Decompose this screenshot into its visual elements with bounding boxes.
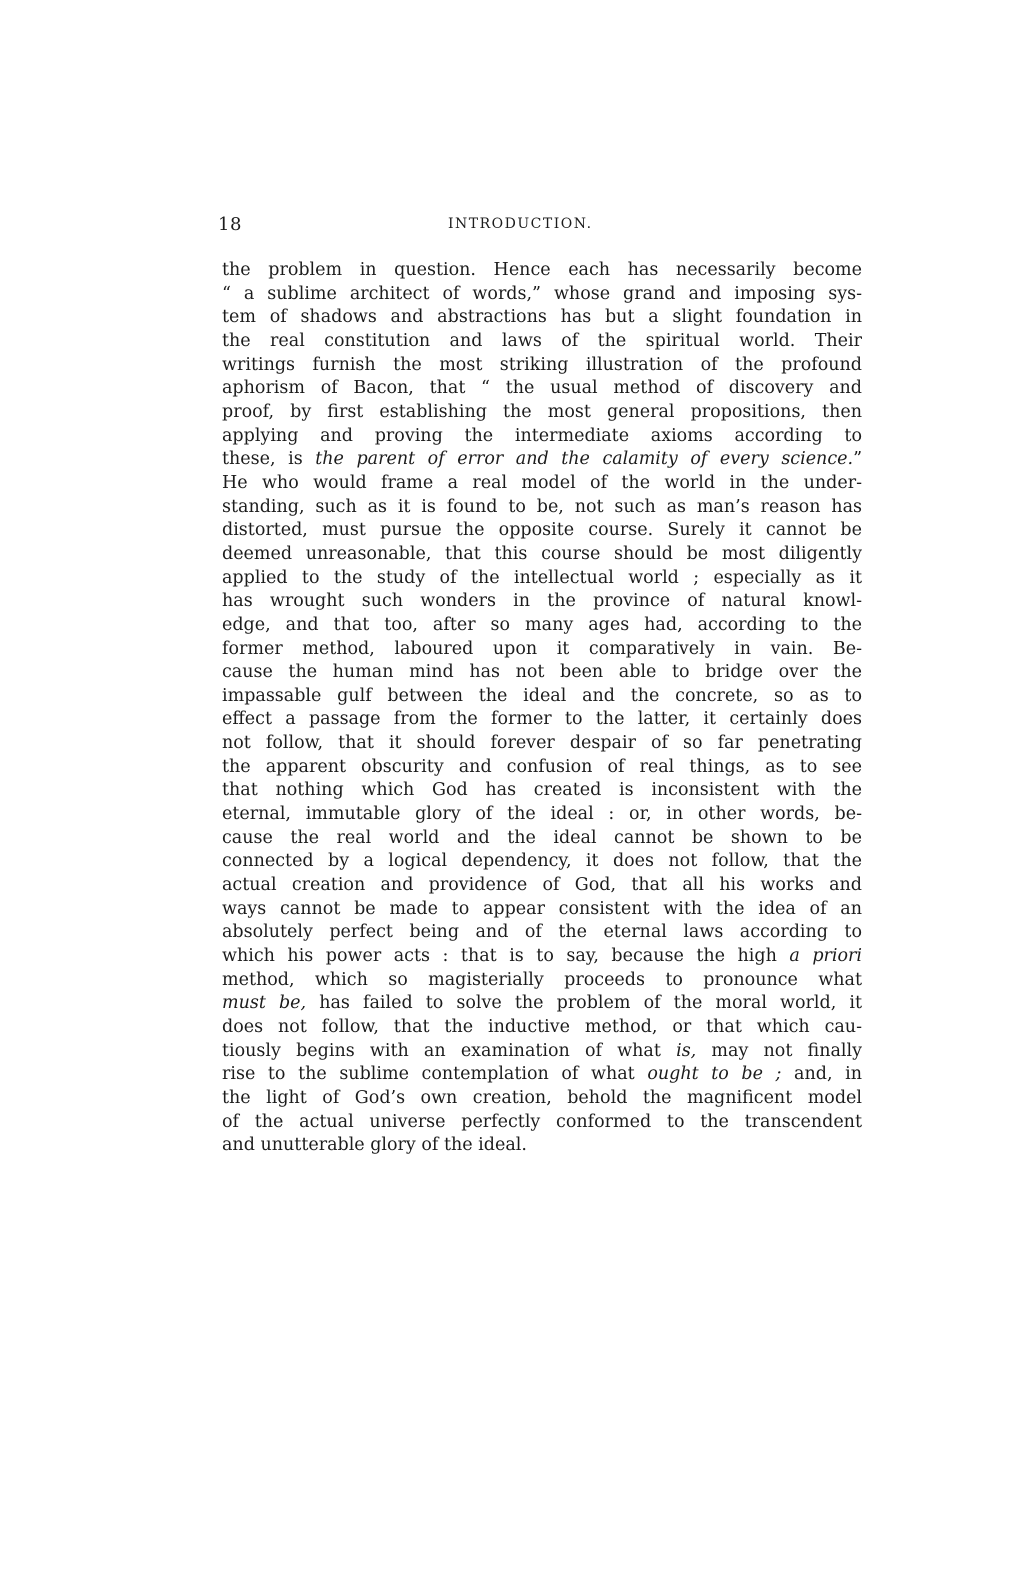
text-line: eternal, immutable glory of the ideal : or, in other words, be- xyxy=(222,804,862,825)
italic-phrase: is, xyxy=(676,1040,697,1061)
text-line: impassable gulf between the ideal and the concrete, so as to xyxy=(222,685,862,706)
text-line xyxy=(222,945,862,969)
text-line: ways cannot be made to appear consistent with the idea of an xyxy=(222,898,862,919)
text-line xyxy=(222,992,862,1016)
text-line: actual creation and providence of God, that all his works and xyxy=(222,875,862,896)
text-line xyxy=(222,1063,862,1087)
text-line: absolutely perfect being and of the eternal laws according to xyxy=(222,922,862,943)
text-line: distorted, must pursue the opposite course. Surely it cannot be xyxy=(222,520,862,541)
italic-phrase: ought to be ; xyxy=(647,1064,782,1085)
page-number: 18 xyxy=(218,214,242,235)
text-line: standing, such as it is found to be, not such as man’s reason has xyxy=(222,496,862,517)
text-line: writings furnish the most striking illustration of the profound xyxy=(222,354,862,375)
text-segment: these, is xyxy=(222,449,316,470)
text-segment: rise to the sublime contemplation of what xyxy=(222,1064,648,1085)
text-segment: ” xyxy=(853,449,863,470)
italic-phrase: a priori xyxy=(789,946,862,967)
text-line: deemed unreasonable, that this course should be most diligently xyxy=(222,543,862,564)
running-head: INTRODUCTION. xyxy=(448,216,593,232)
text-line: cause the human mind has not been able to bridge over the xyxy=(222,662,862,683)
text-line: aphorism of Bacon, that “ the usual method of discovery and xyxy=(222,378,862,399)
text-line xyxy=(222,448,862,472)
text-line: “ a sublime architect of words,” whose grand and imposing sys- xyxy=(222,283,862,304)
text-segment: which his power acts : that is to say, because the high xyxy=(222,946,790,967)
text-line: the apparent obscurity and confusion of real things, as to see xyxy=(222,756,862,777)
text-segment: and, in xyxy=(781,1064,862,1085)
body-paragraph xyxy=(222,259,862,1158)
text-line: He who would frame a real model of the world in the under- xyxy=(222,472,862,493)
text-line: effect a passage from the former to the latter, it certainly does xyxy=(222,709,862,730)
text-line: of the actual universe perfectly conformed to the transcendent xyxy=(222,1111,862,1132)
text-line: not follow, that it should forever despair of so far penetrating xyxy=(222,733,862,754)
text-line: and unutterable glory of the ideal. xyxy=(222,1135,527,1156)
text-line: proof, by first establishing the most general propositions, then xyxy=(222,401,862,422)
text-line: the real constitution and laws of the spiritual world. Their xyxy=(222,330,862,351)
text-line: former method, laboured upon it comparatively in vain. Be- xyxy=(222,638,862,659)
text-line: applying and proving the intermediate axioms according to xyxy=(222,425,862,446)
text-line: applied to the study of the intellectual world ; especially as it xyxy=(222,567,862,588)
text-line: edge, and that too, after so many ages had, according to the xyxy=(222,614,862,635)
text-line: cause the real world and the ideal cannot be shown to be xyxy=(222,827,862,848)
text-line: has wrought such wonders in the province of natural knowl- xyxy=(222,591,862,612)
text-line xyxy=(222,1040,862,1064)
text-line: the problem in question. Hence each has necessarily become xyxy=(222,260,862,280)
text-line: that nothing which God has created is inconsistent with the xyxy=(222,780,862,801)
text-segment: has failed to solve the problem of the moral world, it xyxy=(306,993,863,1014)
italic-phrase: the parent of error and the calamity of every science. xyxy=(315,449,854,470)
text-line: the light of God’s own creation, behold the magnificent model xyxy=(222,1087,862,1108)
text-line: connected by a logical dependency, it does not follow, that the xyxy=(222,851,862,872)
text-line: does not follow, that the inductive method, or that which cau- xyxy=(222,1017,862,1037)
text-segment: tiously begins with an examination of what xyxy=(222,1040,677,1061)
text-line: method, which so magisterially proceeds to pronounce what xyxy=(222,969,862,990)
text-segment: may not finally xyxy=(696,1040,862,1061)
text-line: tem of shadows and abstractions has but a slight foundation in xyxy=(222,307,862,328)
italic-phrase: must be, xyxy=(222,993,307,1014)
